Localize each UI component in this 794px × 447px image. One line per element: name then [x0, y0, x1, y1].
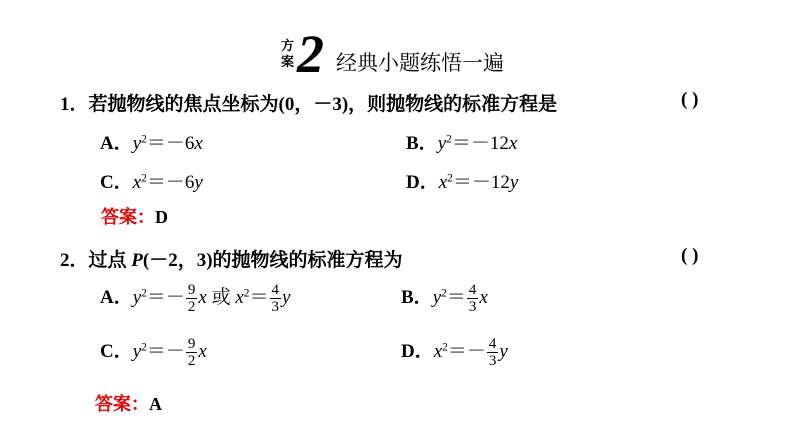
answer-label: 答案： [95, 394, 149, 414]
header-number: 2 [297, 24, 324, 84]
option-letter: D． [401, 341, 434, 362]
expression: ＝－12 [451, 133, 509, 154]
option-letter: B． [406, 133, 438, 154]
exponent: 2 [441, 287, 447, 300]
variable: y [194, 172, 203, 193]
variable: x [433, 341, 443, 362]
header-title: 经典小题练悟一遍 [336, 51, 504, 75]
exponent: 2 [442, 341, 448, 354]
fraction [186, 282, 198, 315]
variable: y [437, 133, 447, 154]
fraction [186, 336, 198, 369]
variable: y [282, 287, 291, 308]
answer-label: 答案： [101, 207, 155, 227]
stem-suffix: (－2，3)的抛物线的标准方程为 [142, 250, 403, 271]
exponent: 2 [141, 133, 147, 146]
point-label: P [131, 250, 143, 271]
header-fang: 方 [281, 38, 295, 53]
operator: ＝－ [447, 341, 486, 362]
exponent: 2 [447, 172, 453, 185]
q1-answer [101, 203, 168, 229]
variable: x [132, 172, 142, 193]
expression: ＝－6 [146, 133, 195, 154]
option-letter: C． [100, 172, 133, 193]
expression: ＝－12 [452, 172, 510, 193]
variable: x [479, 287, 488, 308]
fraction [487, 336, 499, 369]
numerator: 9 [187, 282, 196, 299]
exponent: 2 [243, 287, 250, 300]
expression: ＝－6 [146, 172, 195, 193]
option-letter: A． [100, 133, 133, 154]
denominator: 2 [187, 299, 196, 316]
operator: ＝ [249, 287, 269, 308]
operator: ＝－ [146, 341, 185, 362]
numerator: 4 [271, 282, 279, 299]
or-word: 或 [206, 287, 236, 308]
variable: y [509, 172, 519, 193]
stem-prefix: 2．过点 [60, 250, 132, 271]
header-an: 案 [281, 54, 295, 69]
variable: x [198, 341, 207, 362]
q1-option-a [100, 128, 203, 155]
variable: y [432, 287, 442, 308]
q2-option-a [100, 282, 290, 315]
answer-value: D [155, 207, 168, 227]
exponent: 2 [141, 287, 147, 300]
variable: x [194, 133, 203, 154]
q2-option-b [401, 282, 488, 315]
operator: ＝ [446, 287, 466, 308]
denominator: 3 [271, 299, 279, 316]
denominator: 3 [468, 299, 477, 316]
variable: y [132, 133, 142, 154]
operator: ＝－ [146, 287, 185, 308]
fraction [467, 282, 479, 315]
variable: y [132, 341, 142, 362]
numerator: 9 [187, 336, 196, 353]
question-2-answer-paren: ( ) [681, 245, 699, 266]
question-2-stem [60, 245, 403, 272]
question-1-answer-paren: ( ) [681, 89, 699, 110]
exponent: 2 [141, 341, 147, 354]
exponent: 2 [141, 172, 147, 185]
variable: x [438, 172, 448, 193]
q1-option-d [406, 167, 518, 194]
q2-option-d [401, 336, 508, 369]
denominator: 3 [488, 353, 497, 370]
variable: x [198, 287, 207, 308]
question-1-stem: 1．若抛物线的焦点坐标为(0，－3)，则抛物线的标准方程是 [60, 94, 558, 115]
fraction [270, 282, 282, 315]
numerator: 4 [468, 282, 477, 299]
variable: y [499, 341, 508, 362]
q1-option-c [100, 167, 203, 194]
option-letter: A． [100, 287, 133, 308]
variable: x [235, 287, 244, 308]
numerator: 4 [488, 336, 497, 353]
option-letter: C． [100, 341, 133, 362]
option-letter: B． [401, 287, 433, 308]
exponent: 2 [446, 133, 452, 146]
q1-option-b [406, 128, 517, 155]
option-letter: D． [406, 172, 439, 193]
denominator: 2 [187, 353, 196, 370]
answer-value: A [149, 394, 162, 414]
variable: x [508, 133, 518, 154]
variable: y [132, 287, 142, 308]
q2-option-c [100, 336, 207, 369]
q2-answer [95, 390, 162, 416]
